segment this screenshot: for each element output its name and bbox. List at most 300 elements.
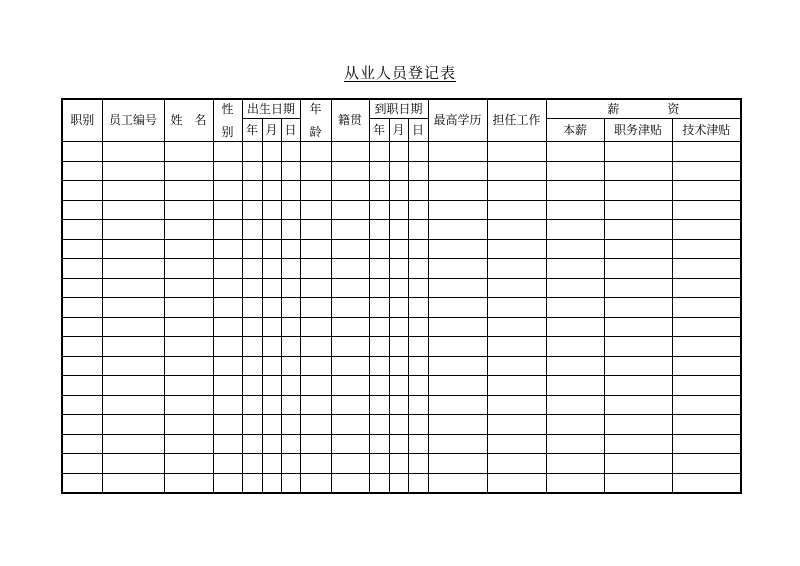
table-cell[interactable] <box>604 473 672 493</box>
table-cell[interactable] <box>672 278 741 298</box>
table-cell[interactable] <box>262 200 281 220</box>
table-cell[interactable] <box>242 395 262 415</box>
table-cell[interactable] <box>546 454 604 474</box>
table-cell[interactable] <box>546 473 604 493</box>
table-cell[interactable] <box>487 142 546 162</box>
table-cell[interactable] <box>546 434 604 454</box>
table-cell[interactable] <box>213 298 242 318</box>
table-cell[interactable] <box>369 298 389 318</box>
table-cell[interactable] <box>102 376 164 396</box>
table-cell[interactable] <box>62 181 102 201</box>
table-cell[interactable] <box>262 337 281 357</box>
table-cell[interactable] <box>213 434 242 454</box>
table-cell[interactable] <box>281 259 300 279</box>
table-cell[interactable] <box>672 298 741 318</box>
table-cell[interactable] <box>213 200 242 220</box>
table-cell[interactable] <box>672 317 741 337</box>
table-cell[interactable] <box>389 200 408 220</box>
table-cell[interactable] <box>242 278 262 298</box>
table-cell[interactable] <box>213 181 242 201</box>
table-cell[interactable] <box>242 415 262 435</box>
table-cell[interactable] <box>102 317 164 337</box>
table-cell[interactable] <box>487 356 546 376</box>
table-cell[interactable] <box>389 337 408 357</box>
table-cell[interactable] <box>242 473 262 493</box>
table-cell[interactable] <box>546 259 604 279</box>
table-cell[interactable] <box>242 239 262 259</box>
table-cell[interactable] <box>546 181 604 201</box>
table-cell[interactable] <box>408 434 428 454</box>
table-cell[interactable] <box>389 434 408 454</box>
table-cell[interactable] <box>389 298 408 318</box>
table-cell[interactable] <box>389 356 408 376</box>
table-cell[interactable] <box>281 337 300 357</box>
table-cell[interactable] <box>389 161 408 181</box>
table-cell[interactable] <box>62 434 102 454</box>
table-cell[interactable] <box>102 259 164 279</box>
table-cell[interactable] <box>262 356 281 376</box>
table-cell[interactable] <box>487 278 546 298</box>
table-cell[interactable] <box>281 415 300 435</box>
table-cell[interactable] <box>604 220 672 240</box>
table-cell[interactable] <box>213 415 242 435</box>
table-cell[interactable] <box>62 395 102 415</box>
table-cell[interactable] <box>604 259 672 279</box>
table-cell[interactable] <box>102 415 164 435</box>
table-cell[interactable] <box>281 376 300 396</box>
table-cell[interactable] <box>389 259 408 279</box>
table-cell[interactable] <box>262 181 281 201</box>
table-cell[interactable] <box>164 200 213 220</box>
table-cell[interactable] <box>281 278 300 298</box>
table-cell[interactable] <box>546 278 604 298</box>
table-cell[interactable] <box>389 376 408 396</box>
table-cell[interactable] <box>300 298 331 318</box>
table-cell[interactable] <box>164 161 213 181</box>
table-cell[interactable] <box>281 317 300 337</box>
table-cell[interactable] <box>408 239 428 259</box>
table-cell[interactable] <box>487 337 546 357</box>
table-cell[interactable] <box>213 356 242 376</box>
table-cell[interactable] <box>62 356 102 376</box>
table-cell[interactable] <box>546 415 604 435</box>
table-cell[interactable] <box>281 220 300 240</box>
table-cell[interactable] <box>487 239 546 259</box>
table-cell[interactable] <box>242 317 262 337</box>
table-cell[interactable] <box>331 317 369 337</box>
table-cell[interactable] <box>102 181 164 201</box>
table-cell[interactable] <box>331 278 369 298</box>
table-cell[interactable] <box>281 454 300 474</box>
table-cell[interactable] <box>331 298 369 318</box>
table-cell[interactable] <box>213 220 242 240</box>
table-cell[interactable] <box>281 395 300 415</box>
table-cell[interactable] <box>428 181 487 201</box>
table-cell[interactable] <box>164 181 213 201</box>
table-cell[interactable] <box>672 181 741 201</box>
table-cell[interactable] <box>487 181 546 201</box>
table-cell[interactable] <box>389 239 408 259</box>
table-cell[interactable] <box>428 142 487 162</box>
table-cell[interactable] <box>164 356 213 376</box>
table-cell[interactable] <box>62 317 102 337</box>
table-cell[interactable] <box>242 337 262 357</box>
table-cell[interactable] <box>604 317 672 337</box>
table-cell[interactable] <box>102 434 164 454</box>
table-cell[interactable] <box>389 317 408 337</box>
table-cell[interactable] <box>213 239 242 259</box>
table-cell[interactable] <box>408 220 428 240</box>
table-cell[interactable] <box>62 142 102 162</box>
table-cell[interactable] <box>102 200 164 220</box>
table-cell[interactable] <box>62 337 102 357</box>
table-cell[interactable] <box>102 161 164 181</box>
table-cell[interactable] <box>369 473 389 493</box>
table-cell[interactable] <box>604 278 672 298</box>
table-cell[interactable] <box>102 239 164 259</box>
table-cell[interactable] <box>428 337 487 357</box>
table-cell[interactable] <box>300 434 331 454</box>
table-cell[interactable] <box>62 220 102 240</box>
table-cell[interactable] <box>164 142 213 162</box>
table-cell[interactable] <box>428 356 487 376</box>
table-cell[interactable] <box>281 298 300 318</box>
table-cell[interactable] <box>428 454 487 474</box>
table-cell[interactable] <box>213 317 242 337</box>
table-cell[interactable] <box>102 454 164 474</box>
table-cell[interactable] <box>604 239 672 259</box>
table-cell[interactable] <box>369 220 389 240</box>
table-cell[interactable] <box>164 259 213 279</box>
table-cell[interactable] <box>546 317 604 337</box>
table-cell[interactable] <box>242 356 262 376</box>
table-cell[interactable] <box>300 142 331 162</box>
table-cell[interactable] <box>62 376 102 396</box>
table-cell[interactable] <box>281 473 300 493</box>
table-cell[interactable] <box>281 161 300 181</box>
table-cell[interactable] <box>408 298 428 318</box>
table-cell[interactable] <box>62 161 102 181</box>
table-cell[interactable] <box>604 200 672 220</box>
table-cell[interactable] <box>300 181 331 201</box>
table-cell[interactable] <box>369 317 389 337</box>
table-cell[interactable] <box>164 376 213 396</box>
table-cell[interactable] <box>331 415 369 435</box>
table-cell[interactable] <box>487 434 546 454</box>
table-cell[interactable] <box>428 415 487 435</box>
table-cell[interactable] <box>331 259 369 279</box>
table-cell[interactable] <box>164 395 213 415</box>
table-cell[interactable] <box>672 473 741 493</box>
table-cell[interactable] <box>262 259 281 279</box>
table-cell[interactable] <box>300 415 331 435</box>
table-cell[interactable] <box>300 376 331 396</box>
table-cell[interactable] <box>428 298 487 318</box>
table-cell[interactable] <box>62 415 102 435</box>
table-cell[interactable] <box>242 200 262 220</box>
table-cell[interactable] <box>164 415 213 435</box>
table-cell[interactable] <box>546 239 604 259</box>
table-cell[interactable] <box>369 415 389 435</box>
table-cell[interactable] <box>487 298 546 318</box>
table-cell[interactable] <box>164 220 213 240</box>
table-cell[interactable] <box>428 473 487 493</box>
table-cell[interactable] <box>604 337 672 357</box>
table-cell[interactable] <box>262 317 281 337</box>
table-cell[interactable] <box>300 473 331 493</box>
table-cell[interactable] <box>262 239 281 259</box>
table-cell[interactable] <box>213 278 242 298</box>
table-cell[interactable] <box>428 278 487 298</box>
table-cell[interactable] <box>408 278 428 298</box>
table-cell[interactable] <box>281 181 300 201</box>
table-cell[interactable] <box>389 473 408 493</box>
table-cell[interactable] <box>213 142 242 162</box>
table-cell[interactable] <box>331 220 369 240</box>
table-cell[interactable] <box>389 278 408 298</box>
table-cell[interactable] <box>242 220 262 240</box>
table-cell[interactable] <box>672 395 741 415</box>
table-cell[interactable] <box>487 473 546 493</box>
table-cell[interactable] <box>300 337 331 357</box>
table-cell[interactable] <box>300 200 331 220</box>
table-cell[interactable] <box>604 376 672 396</box>
table-cell[interactable] <box>604 356 672 376</box>
table-cell[interactable] <box>242 181 262 201</box>
table-cell[interactable] <box>408 181 428 201</box>
table-cell[interactable] <box>428 395 487 415</box>
table-cell[interactable] <box>546 220 604 240</box>
table-cell[interactable] <box>487 259 546 279</box>
table-cell[interactable] <box>369 337 389 357</box>
table-cell[interactable] <box>408 395 428 415</box>
table-cell[interactable] <box>281 434 300 454</box>
table-cell[interactable] <box>428 259 487 279</box>
table-cell[interactable] <box>300 239 331 259</box>
table-cell[interactable] <box>604 415 672 435</box>
table-cell[interactable] <box>546 142 604 162</box>
table-cell[interactable] <box>164 278 213 298</box>
table-cell[interactable] <box>62 200 102 220</box>
table-cell[interactable] <box>369 376 389 396</box>
table-cell[interactable] <box>102 395 164 415</box>
table-cell[interactable] <box>242 454 262 474</box>
table-cell[interactable] <box>408 142 428 162</box>
table-cell[interactable] <box>672 454 741 474</box>
table-cell[interactable] <box>369 259 389 279</box>
table-cell[interactable] <box>672 220 741 240</box>
table-cell[interactable] <box>672 434 741 454</box>
table-cell[interactable] <box>62 259 102 279</box>
table-cell[interactable] <box>331 434 369 454</box>
table-cell[interactable] <box>102 337 164 357</box>
table-cell[interactable] <box>428 220 487 240</box>
table-cell[interactable] <box>213 337 242 357</box>
table-cell[interactable] <box>546 356 604 376</box>
table-cell[interactable] <box>331 337 369 357</box>
table-cell[interactable] <box>164 239 213 259</box>
table-cell[interactable] <box>546 376 604 396</box>
table-cell[interactable] <box>281 142 300 162</box>
table-cell[interactable] <box>62 473 102 493</box>
table-cell[interactable] <box>369 434 389 454</box>
table-cell[interactable] <box>262 395 281 415</box>
table-cell[interactable] <box>164 434 213 454</box>
table-cell[interactable] <box>369 278 389 298</box>
table-cell[interactable] <box>546 337 604 357</box>
table-cell[interactable] <box>242 259 262 279</box>
table-cell[interactable] <box>487 454 546 474</box>
table-cell[interactable] <box>300 395 331 415</box>
table-cell[interactable] <box>604 395 672 415</box>
table-cell[interactable] <box>213 454 242 474</box>
table-cell[interactable] <box>408 415 428 435</box>
table-cell[interactable] <box>331 200 369 220</box>
table-cell[interactable] <box>408 473 428 493</box>
table-cell[interactable] <box>262 278 281 298</box>
table-cell[interactable] <box>672 200 741 220</box>
table-cell[interactable] <box>262 434 281 454</box>
table-cell[interactable] <box>604 434 672 454</box>
table-cell[interactable] <box>300 278 331 298</box>
table-cell[interactable] <box>242 142 262 162</box>
table-cell[interactable] <box>546 161 604 181</box>
table-cell[interactable] <box>428 434 487 454</box>
table-cell[interactable] <box>281 200 300 220</box>
table-cell[interactable] <box>672 356 741 376</box>
table-cell[interactable] <box>369 200 389 220</box>
table-cell[interactable] <box>428 376 487 396</box>
table-cell[interactable] <box>164 298 213 318</box>
table-cell[interactable] <box>262 454 281 474</box>
table-cell[interactable] <box>281 239 300 259</box>
table-cell[interactable] <box>262 473 281 493</box>
table-cell[interactable] <box>331 181 369 201</box>
table-cell[interactable] <box>672 259 741 279</box>
table-cell[interactable] <box>408 337 428 357</box>
table-cell[interactable] <box>604 142 672 162</box>
table-cell[interactable] <box>331 356 369 376</box>
table-cell[interactable] <box>213 473 242 493</box>
table-cell[interactable] <box>213 161 242 181</box>
table-cell[interactable] <box>487 415 546 435</box>
table-cell[interactable] <box>62 454 102 474</box>
table-cell[interactable] <box>102 356 164 376</box>
table-cell[interactable] <box>604 161 672 181</box>
table-cell[interactable] <box>262 161 281 181</box>
table-cell[interactable] <box>369 454 389 474</box>
table-cell[interactable] <box>408 161 428 181</box>
table-cell[interactable] <box>102 473 164 493</box>
table-cell[interactable] <box>408 356 428 376</box>
table-cell[interactable] <box>428 200 487 220</box>
table-cell[interactable] <box>62 239 102 259</box>
table-cell[interactable] <box>672 337 741 357</box>
table-cell[interactable] <box>213 376 242 396</box>
table-cell[interactable] <box>672 161 741 181</box>
table-cell[interactable] <box>369 142 389 162</box>
table-cell[interactable] <box>242 434 262 454</box>
table-cell[interactable] <box>102 298 164 318</box>
table-cell[interactable] <box>672 239 741 259</box>
table-cell[interactable] <box>389 181 408 201</box>
table-cell[interactable] <box>300 454 331 474</box>
table-cell[interactable] <box>331 454 369 474</box>
table-cell[interactable] <box>164 337 213 357</box>
table-cell[interactable] <box>408 317 428 337</box>
table-cell[interactable] <box>487 161 546 181</box>
table-cell[interactable] <box>262 376 281 396</box>
table-cell[interactable] <box>369 395 389 415</box>
table-cell[interactable] <box>428 317 487 337</box>
table-cell[interactable] <box>262 142 281 162</box>
table-cell[interactable] <box>389 142 408 162</box>
table-cell[interactable] <box>300 220 331 240</box>
table-cell[interactable] <box>408 200 428 220</box>
table-cell[interactable] <box>369 239 389 259</box>
table-cell[interactable] <box>389 220 408 240</box>
table-cell[interactable] <box>389 415 408 435</box>
table-cell[interactable] <box>389 395 408 415</box>
table-cell[interactable] <box>164 454 213 474</box>
table-cell[interactable] <box>408 454 428 474</box>
table-cell[interactable] <box>428 161 487 181</box>
table-cell[interactable] <box>242 161 262 181</box>
table-cell[interactable] <box>213 259 242 279</box>
table-cell[interactable] <box>487 317 546 337</box>
table-cell[interactable] <box>331 473 369 493</box>
table-cell[interactable] <box>369 356 389 376</box>
table-cell[interactable] <box>300 259 331 279</box>
table-cell[interactable] <box>102 278 164 298</box>
table-cell[interactable] <box>242 298 262 318</box>
table-cell[interactable] <box>487 220 546 240</box>
table-cell[interactable] <box>242 376 262 396</box>
table-cell[interactable] <box>331 239 369 259</box>
table-cell[interactable] <box>262 298 281 318</box>
table-cell[interactable] <box>672 415 741 435</box>
table-cell[interactable] <box>546 298 604 318</box>
table-cell[interactable] <box>672 376 741 396</box>
table-cell[interactable] <box>331 142 369 162</box>
table-cell[interactable] <box>262 415 281 435</box>
table-cell[interactable] <box>487 200 546 220</box>
table-cell[interactable] <box>164 473 213 493</box>
table-cell[interactable] <box>369 161 389 181</box>
table-cell[interactable] <box>331 376 369 396</box>
table-cell[interactable] <box>672 142 741 162</box>
table-cell[interactable] <box>164 317 213 337</box>
table-cell[interactable] <box>604 454 672 474</box>
table-cell[interactable] <box>62 298 102 318</box>
table-cell[interactable] <box>213 395 242 415</box>
table-cell[interactable] <box>62 278 102 298</box>
table-cell[interactable] <box>389 454 408 474</box>
table-cell[interactable] <box>408 376 428 396</box>
table-cell[interactable] <box>369 181 389 201</box>
table-cell[interactable] <box>604 298 672 318</box>
table-cell[interactable] <box>546 200 604 220</box>
table-cell[interactable] <box>487 395 546 415</box>
table-cell[interactable] <box>546 395 604 415</box>
table-cell[interactable] <box>281 356 300 376</box>
table-cell[interactable] <box>408 259 428 279</box>
table-cell[interactable] <box>262 220 281 240</box>
table-cell[interactable] <box>300 161 331 181</box>
table-cell[interactable] <box>102 142 164 162</box>
table-cell[interactable] <box>428 239 487 259</box>
table-cell[interactable] <box>487 376 546 396</box>
